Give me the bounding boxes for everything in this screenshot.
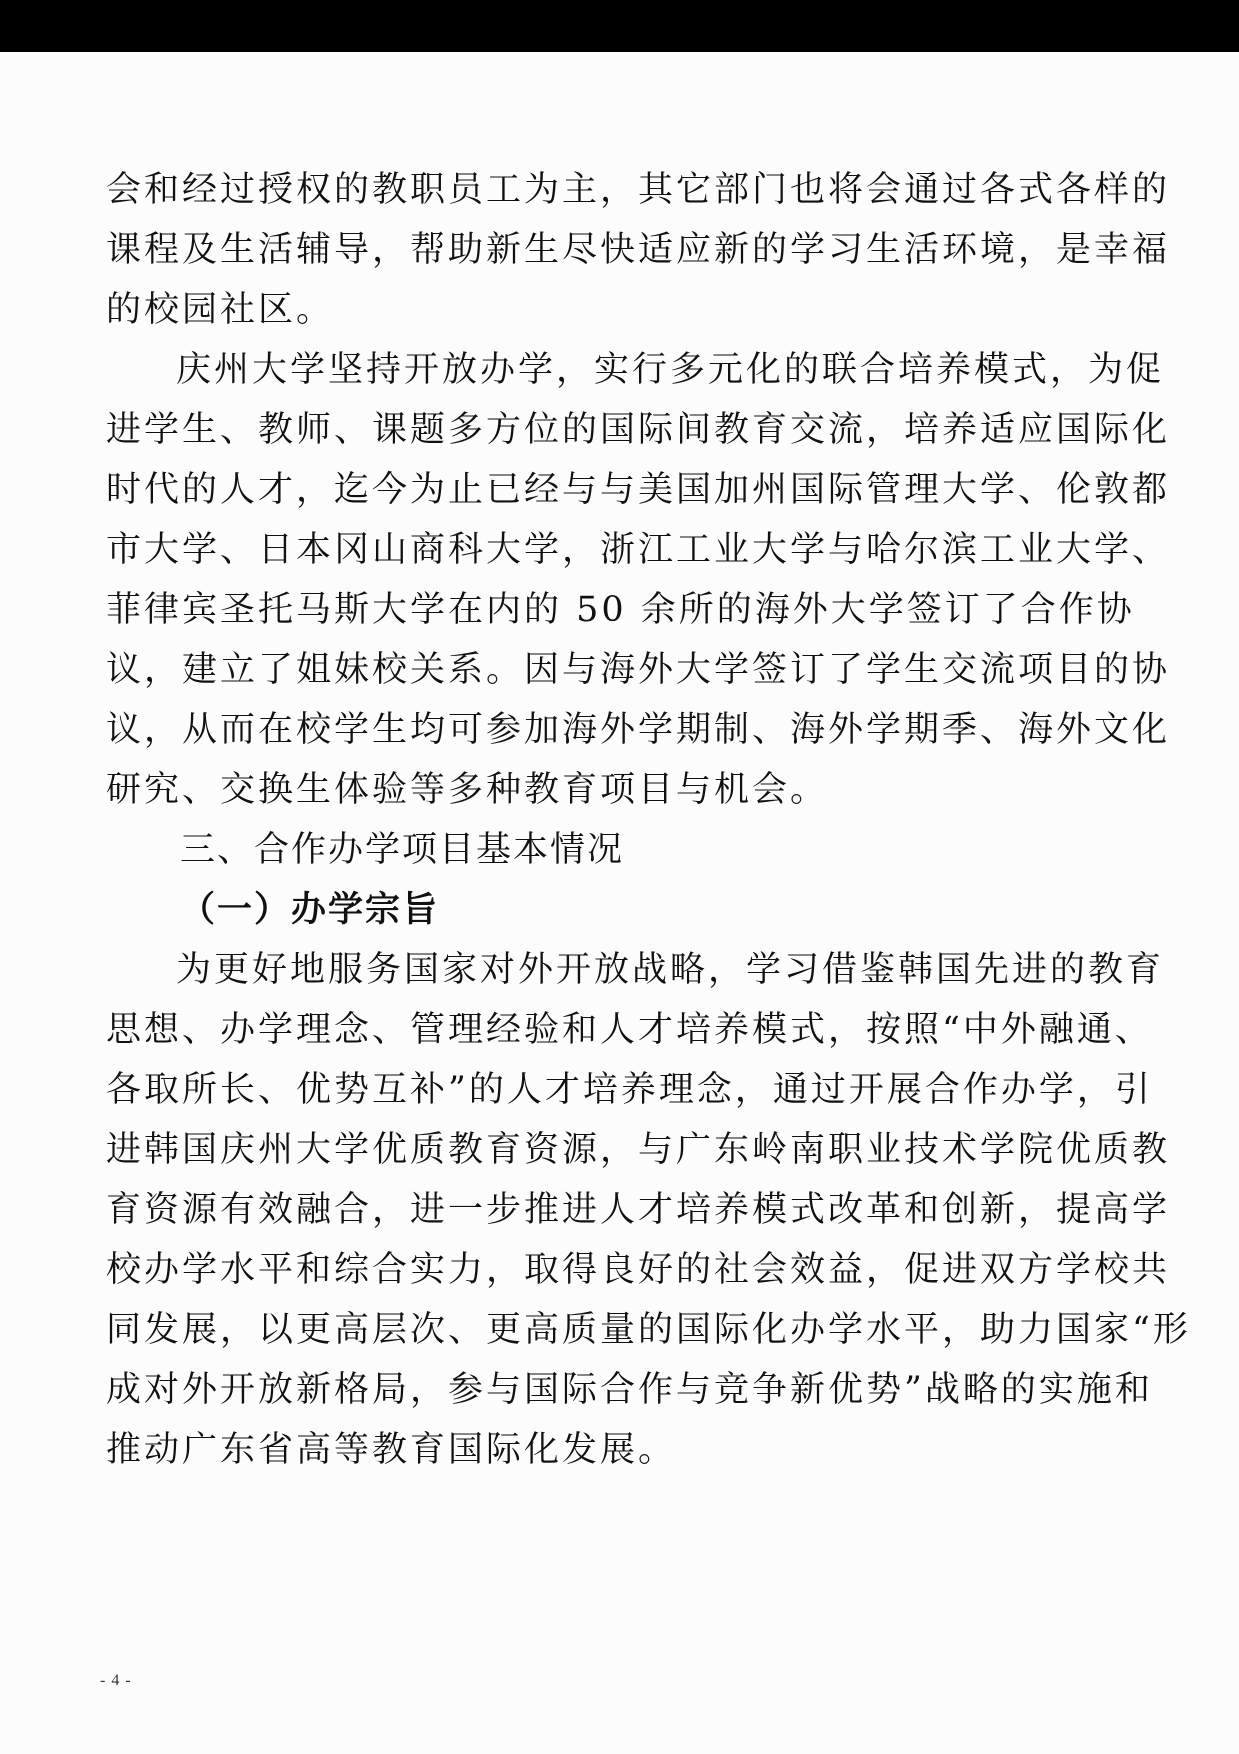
text-line: 进韩国庆州大学优质教育资源，与广东岭南职业技术学院优质教 (106, 1130, 1171, 1170)
text-line: 进学生、教师、课题多方位的国际间教育交流，培养适应国际化 (106, 410, 1171, 450)
subsection-heading: （一）办学宗旨 (180, 890, 440, 930)
text-line: 的校园社区。 (106, 290, 335, 330)
text-line: 同发展，以更高层次、更高质量的国际化办学水平，助力国家“形 (106, 1310, 1191, 1350)
text-line: 校办学水平和综合实力，取得良好的社会效益，促进双方学校共 (106, 1250, 1171, 1290)
text-line: 庆州大学坚持开放办学，实行多元化的联合培养模式，为促 (176, 350, 1165, 390)
text-line: 推动广东省高等教育国际化发展。 (106, 1430, 677, 1470)
text-line: 菲律宾圣托马斯大学在内的 50 余所的海外大学签订了合作协 (106, 590, 1135, 630)
section-heading: 三、合作办学项目基本情况 (180, 830, 625, 870)
text-line: 思想、办学理念、管理经验和人才培养模式，按照“中外融通、 (106, 1010, 1153, 1050)
paragraph-3 (106, 940, 1191, 1480)
page-number: - 4 - (100, 1672, 132, 1689)
text-line: 各取所长、优势互补”的人才培养理念，通过开展合作办学，引 (106, 1070, 1153, 1110)
text-line: 议，从而在校学生均可参加海外学期制、海外学期季、海外文化 (106, 710, 1171, 750)
paragraph-2 (106, 340, 1171, 820)
text-line: 时代的人才，迄今为止已经与与美国加州国际管理大学、伦敦都 (106, 470, 1171, 510)
text-line: 育资源有效融合，进一步推进人才培养模式改革和创新，提高学 (106, 1190, 1171, 1230)
text-line: 研究、交换生体验等多种教育项目与机会。 (106, 770, 829, 810)
document-body (106, 160, 1191, 1480)
text-line: 议，建立了姐妹校关系。因与海外大学签订了学生交流项目的协 (106, 650, 1171, 690)
scan-top-band (0, 0, 1239, 52)
text-line: 成对外开放新格局，参与国际合作与竞争新优势”战略的实施和 (106, 1370, 1153, 1410)
paragraph-1 (106, 160, 1171, 340)
text-line: 为更好地服务国家对外开放战略，学习借鉴韩国先进的教育 (176, 950, 1165, 990)
text-line: 市大学、日本冈山商科大学，浙江工业大学与哈尔滨工业大学、 (106, 530, 1171, 570)
text-line: 课程及生活辅导，帮助新生尽快适应新的学习生活环境，是幸福 (106, 230, 1171, 270)
text-line: 会和经过授权的教职员工为主，其它部门也将会通过各式各样的 (106, 170, 1171, 210)
